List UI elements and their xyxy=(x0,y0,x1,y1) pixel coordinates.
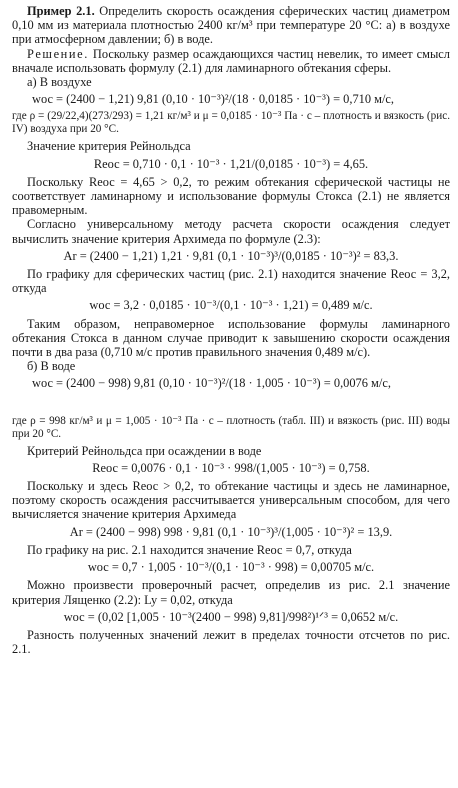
solution-label: Решение. xyxy=(27,46,89,61)
solution-intro xyxy=(12,47,450,75)
water-archimedes-formula: Ar = (2400 − 998) 998 · 9,81 (0,1 · 10⁻³)³/(1,005 · 10⁻³)² = 13,9. xyxy=(69,524,393,539)
air-archimedes-paragraph: Согласно универсальному методу расчета скорости осаждения следует вычислить значение критерия Архимеда по формуле (2.3): xyxy=(12,217,450,246)
solution-text: Поскольку размер осаждающихся частиц невелик, то имеет смысл вначале использовать формулу (2.1) для ламинарного обтекания сферы. xyxy=(12,46,450,75)
water-re-heading: Критерий Рейнольдса при осаждении в воде xyxy=(27,443,262,458)
air-re-paragraph: Поскольку Reос = 4,65 > 0,2, то режим обтекания сферической частицы не соответствует ламинарному и использование формулы Стокса (2.1) не является правомерным. xyxy=(12,174,450,218)
air-velocity-formula: wос = (2400 − 1,21) 9,81 (0,10 · 10⁻³)²/(18 · 0,0185 · 10⁻³) = 0,710 м/с, xyxy=(32,92,395,107)
example-statement xyxy=(12,4,450,47)
air-conclusion-paragraph: Таким образом, неправомерное использование формулы ламинарного обтекания Стокса в данном случае приводит к завышению скорости осаждения почти в два раза (0,710 м/с против правильного значения 0,489 м/с). xyxy=(12,316,450,360)
water-re-paragraph: Поскольку и здесь Reос > 0,2, то обтекание частицы и здесь не ламинарное, поэтому скорость осаждения рассчитывается универсальным способом, для чего вычисляется значение критерия Архимеда xyxy=(12,479,450,522)
water-check-paragraph: Можно произвести проверочный расчет, определив из рис. 2.1 значение критерия Лященко (2.2): Ly = 0,02, откуда xyxy=(12,578,450,607)
water-heading: б) В воде xyxy=(27,359,76,374)
water-lyashchenko-formula: wос = (0,02 [1,005 · 10⁻³(2400 − 998) 9,81]/998²)¹ᐟ³ = 0,0652 м/с. xyxy=(63,609,399,624)
air-re-formula: Reос = 0,710 · 0,1 · 10⁻³ · 1,21/(0,0185 · 10⁻³) = 4,65. xyxy=(93,156,369,171)
water-velocity-formula: wос = (2400 − 998) 9,81 (0,10 · 10⁻³)²/(18 · 1,005 · 10⁻³) = 0,0076 м/с, xyxy=(32,376,391,391)
air-graph-paragraph: По графику для сферических частиц (рис. 2.1) находится значение Reос = 3,2, откуда xyxy=(12,267,450,296)
water-final-paragraph: Разность полученных значений лежит в пределах точности отсчетов по рис. 2.1. xyxy=(12,627,450,657)
air-heading: а) В воздухе xyxy=(27,75,92,90)
air-re-heading: Значение критерия Рейнольдса xyxy=(27,139,191,154)
water-density-note: где ρ = 998 кг/м³ и μ = 1,005 · 10⁻³ Па · с – плотность (табл. III) и вязкость (рис. III) воды при 20 °С. xyxy=(12,414,450,440)
example-label: Пример 2.1. xyxy=(27,4,95,18)
water-velocity2-formula: wос = 0,7 · 1,005 · 10⁻³/(0,1 · 10⁻³ · 998) = 0,00705 м/с. xyxy=(87,560,375,575)
water-graph-paragraph: По графику на рис. 2.1 находится значение Reос = 0,7, откуда xyxy=(27,542,352,557)
air-density-note: где ρ = (29/22,4)(273/293) = 1,21 кг/м³ и μ = 0,0185 · 10⁻³ Па · с – плотность и вязкость (рис. IV) воздуха при 20 °С. xyxy=(12,110,450,136)
example-text: Определить скорость осаждения сферических частиц диаметром 0,10 мм из материала плотностью 2400 кг/м³ при температуре 20 °С: а) в воздухе при атмосферном давлении; б) в воде. xyxy=(12,4,450,47)
air-archimedes-formula: Ar = (2400 − 1,21) 1,21 · 9,81 (0,1 · 10⁻³)³/(0,0185 · 10⁻³)² = 83,3. xyxy=(63,248,399,263)
air-velocity2-formula: wос = 3,2 · 0,0185 · 10⁻³/(0,1 · 10⁻³ · 1,21) = 0,489 м/с. xyxy=(89,298,373,313)
water-re-formula: Reос = 0,0076 · 0,1 · 10⁻³ · 998/(1,005 · 10⁻³) = 0,758. xyxy=(92,460,370,475)
